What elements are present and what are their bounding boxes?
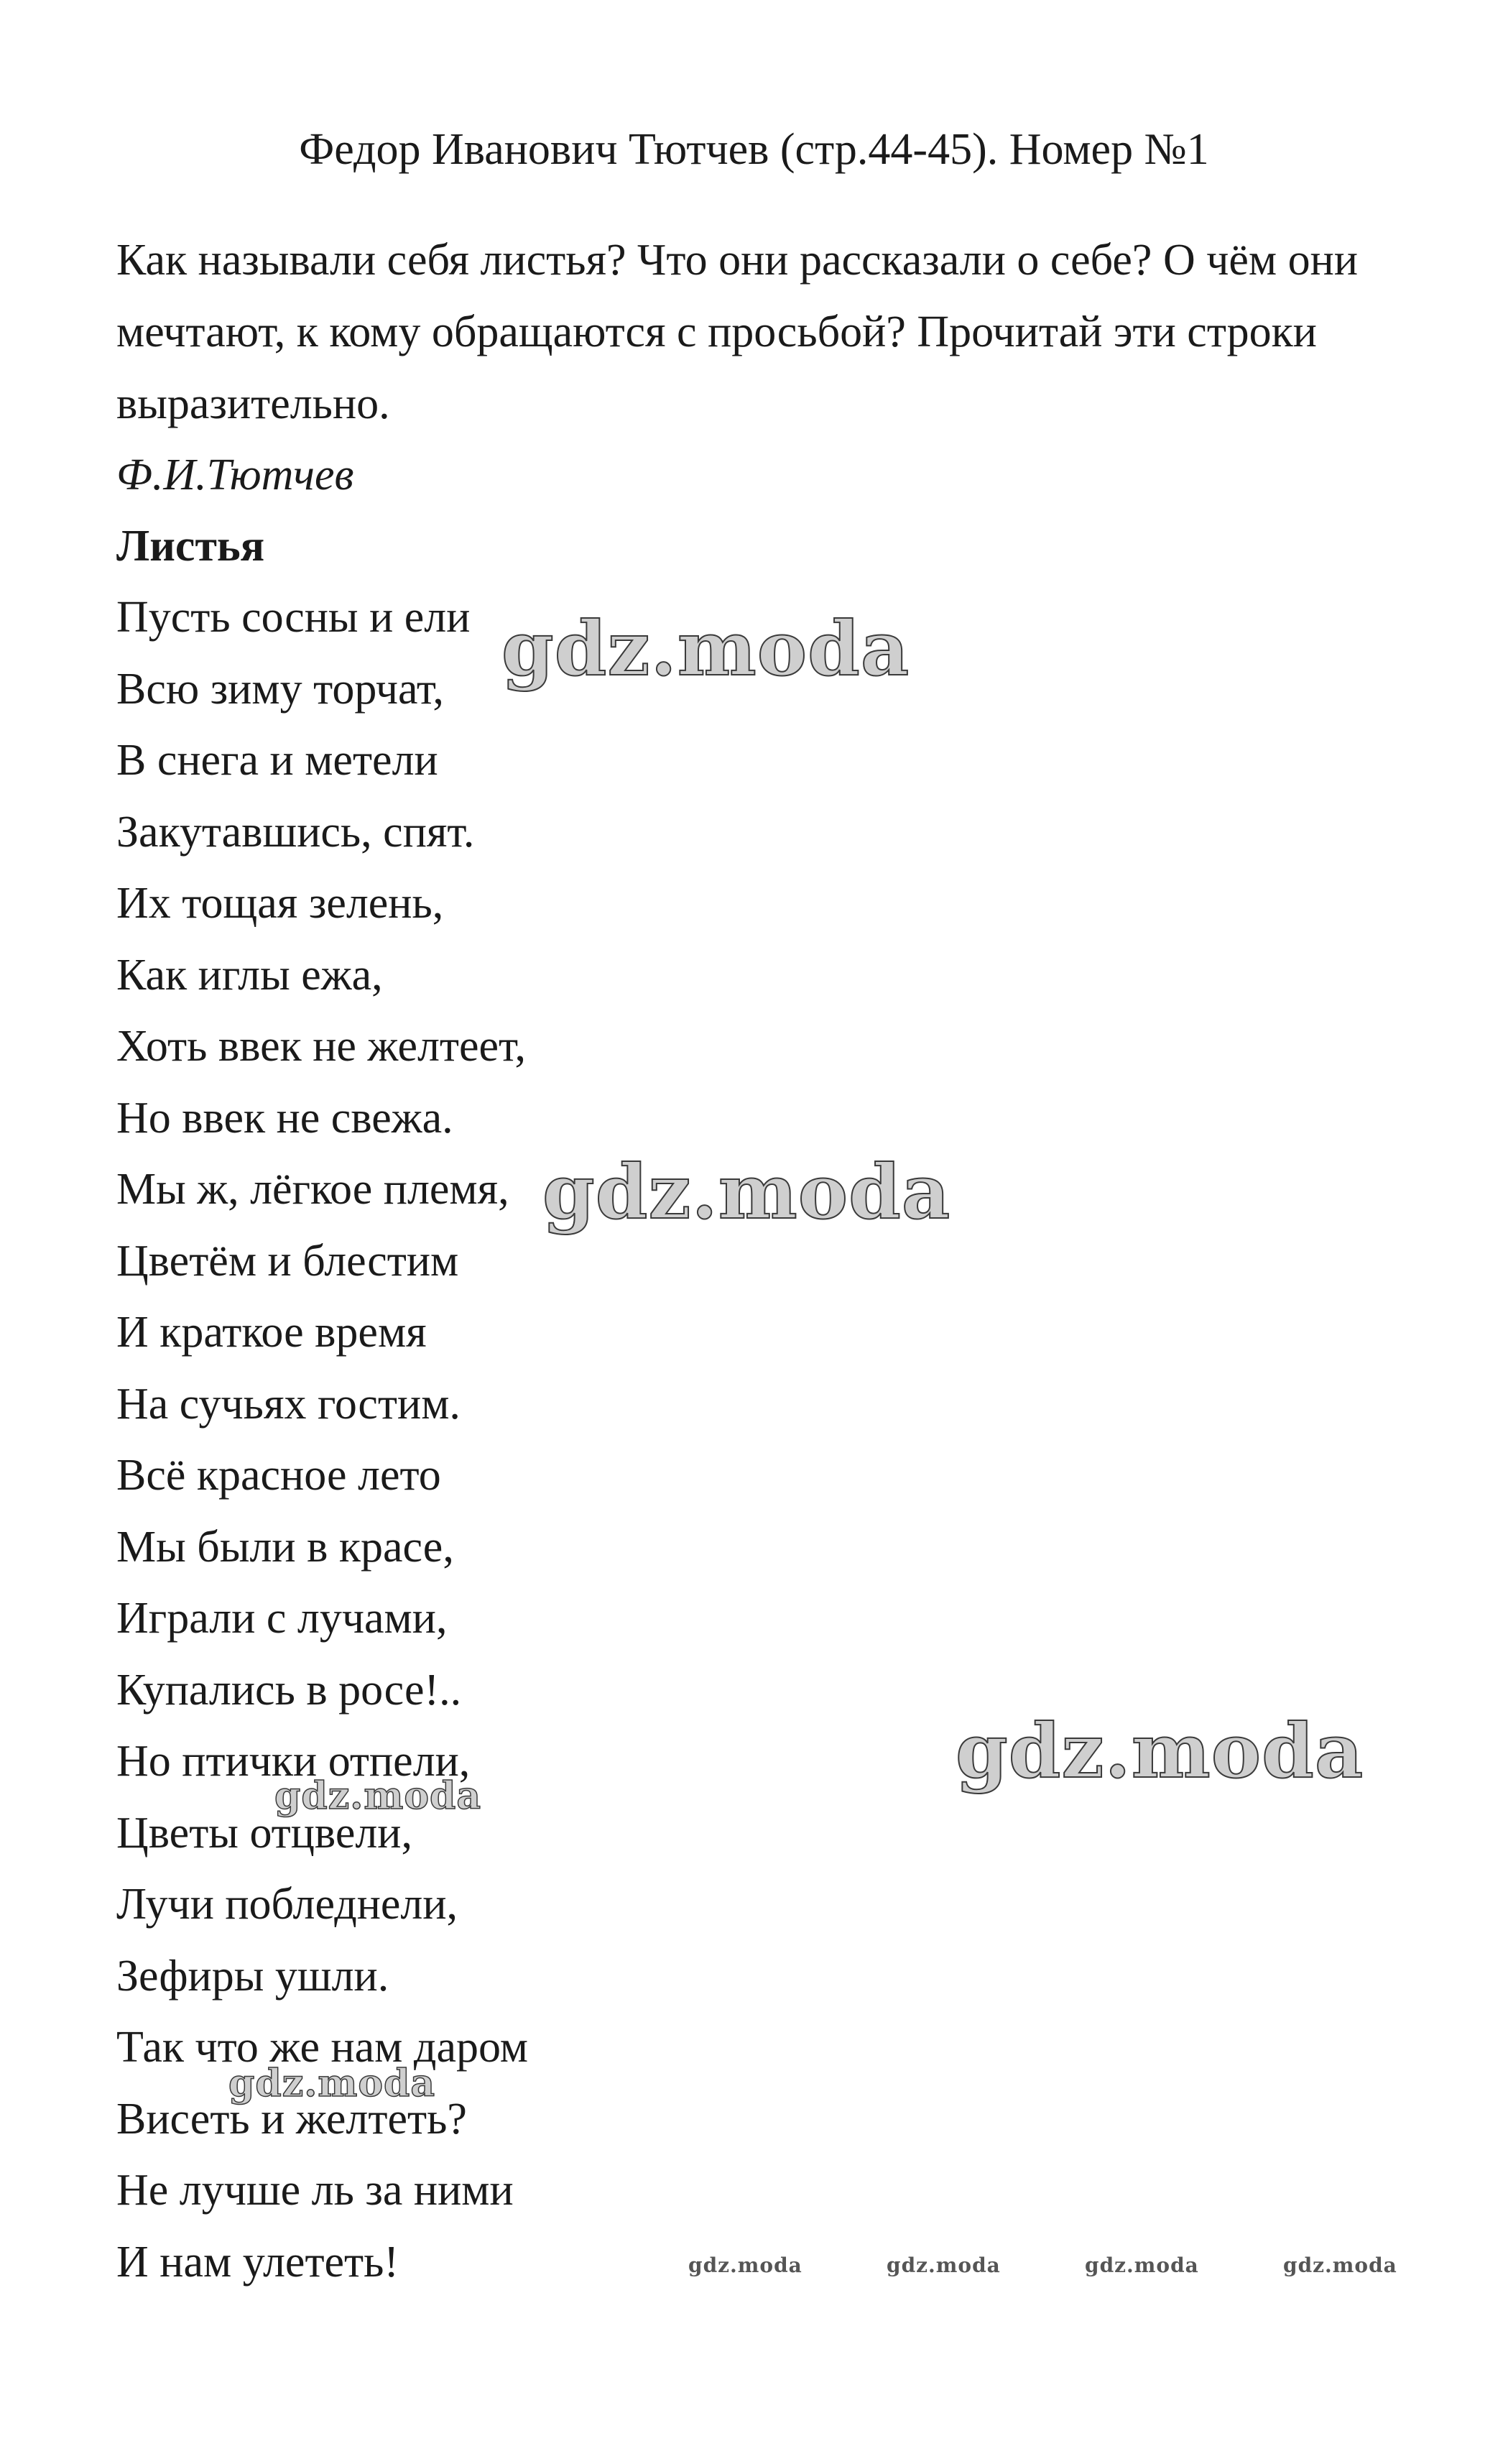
poem-line: Не лучше ль за ними	[116, 2166, 514, 2215]
poem-line: Хоть ввек не желтеет,	[116, 1022, 526, 1071]
poem-line: Цветём и блестим	[116, 1236, 459, 1286]
poem-line: Цветы отцвели,	[116, 1808, 412, 1858]
watermark: gdz.moda	[274, 1774, 482, 1818]
poem-line: Лучи побледнели,	[116, 1880, 458, 1929]
poem	[116, 582, 528, 2298]
poem-line: Мы ж, лёгкое племя,	[116, 1165, 509, 1214]
poem-line: В снега и метели	[116, 736, 438, 785]
poem-line: Но птички отпели,	[116, 1737, 471, 1786]
watermark: gdz.moda	[501, 604, 910, 693]
watermark: gdz.moda	[1283, 2253, 1397, 2277]
poem-line: Всё красное лето	[116, 1451, 441, 1500]
poem-line: Зефиры ушли.	[116, 1951, 389, 2001]
watermark: gdz.moda	[956, 1707, 1364, 1795]
poem-line: Закутавшись, спят.	[116, 807, 475, 857]
watermark: gdz.moda	[542, 1148, 951, 1236]
poem-line: На сучьях гостим.	[116, 1379, 461, 1429]
poem-line: Всю зиму торчат,	[116, 664, 444, 714]
poem-line: Купались в росе!..	[116, 1665, 462, 1715]
poem-author: Ф.И.Тютчев	[116, 451, 354, 499]
watermark: gdz.moda	[688, 2253, 802, 2277]
question-text: Как называли себя листья? Что они рассказали о себе? О чём они мечтают, к кому обращаются с просьбой? Прочитай эти строки выразительно.	[116, 236, 1359, 428]
page-title: Федор Иванович Тютчев (стр.44-45). Номер №1	[299, 125, 1209, 174]
poem-line: И нам улететь!	[116, 2237, 399, 2287]
poem-line: Их тощая зелень,	[116, 879, 444, 928]
watermark: gdz.moda	[1085, 2253, 1199, 2277]
poem-line: Висеть и желтеть?	[116, 2094, 467, 2144]
poem-title: Листья	[116, 522, 265, 571]
poem-line: Как иглы ежа,	[116, 950, 383, 1000]
poem-line: Играли с лучами,	[116, 1594, 448, 1643]
poem-line: И краткое время	[116, 1308, 427, 1357]
poem-line: Но ввек не свежа.	[116, 1093, 453, 1143]
watermark: gdz.moda	[228, 2062, 436, 2105]
poem-line: Мы были в красе,	[116, 1522, 454, 1572]
poem-line: Пусть сосны и ели	[116, 593, 471, 642]
watermark: gdz.moda	[887, 2253, 1001, 2277]
poem-line: Так что же нам даром	[116, 2023, 529, 2072]
